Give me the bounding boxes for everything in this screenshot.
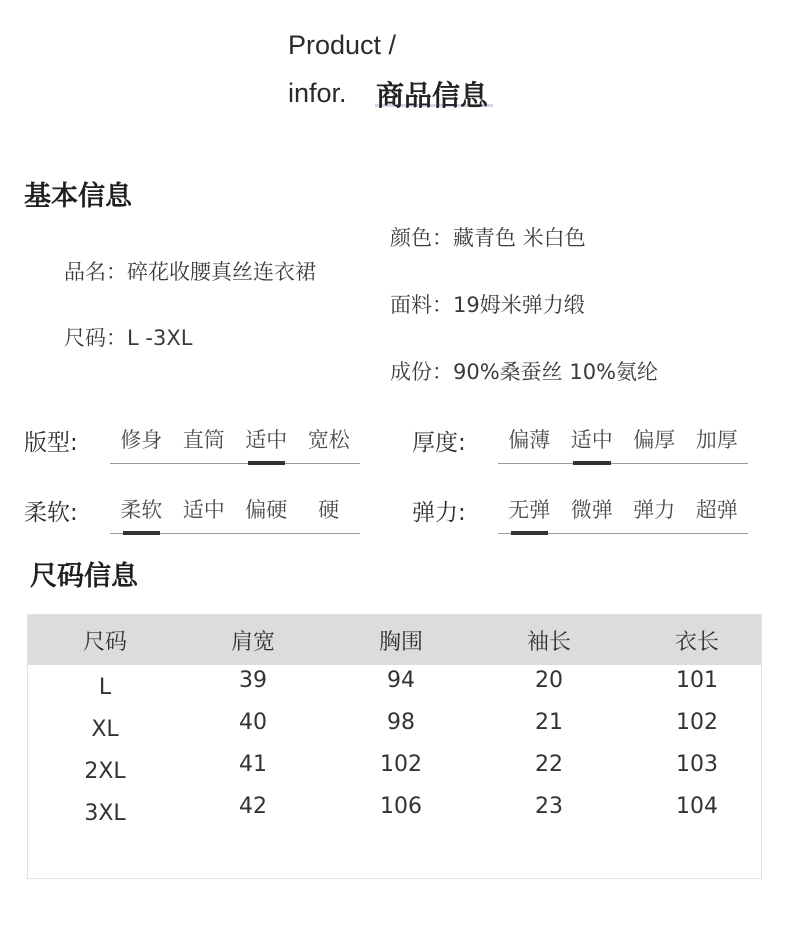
scale-selected-marker xyxy=(123,531,161,535)
attr-label-fit: 版型: xyxy=(24,430,78,456)
header-en-line1: Product / xyxy=(288,30,397,60)
header-en-line2: infor. xyxy=(288,78,347,108)
basic-info-title: 基本信息 xyxy=(24,181,132,212)
size-range-info: 尺码：L -3XL xyxy=(64,326,193,350)
scale-option: 适中 xyxy=(245,428,288,452)
scale-selected-marker xyxy=(248,461,286,465)
scale-option: 无弹 xyxy=(508,498,551,522)
scale-option: 偏厚 xyxy=(633,428,676,452)
table-cell: L xyxy=(98,675,112,700)
scale-option: 弹力 xyxy=(633,498,676,522)
scale-option: 适中 xyxy=(182,498,225,522)
fit-scale xyxy=(110,424,360,464)
table-cell: 104 xyxy=(676,794,718,819)
table-cell: 106 xyxy=(380,794,422,819)
table-cell: 41 xyxy=(239,752,267,777)
table-cell: 20 xyxy=(535,668,563,693)
scale-option: 宽松 xyxy=(307,428,350,452)
scale-option: 超弹 xyxy=(695,498,738,522)
scale-option: 修身 xyxy=(120,428,163,452)
table-cell: 22 xyxy=(535,752,563,777)
header-cn-title: 商品信息 xyxy=(376,79,489,112)
table-cell: 103 xyxy=(676,752,718,777)
scale-option: 直筒 xyxy=(182,428,225,452)
scale-option: 偏薄 xyxy=(508,428,551,452)
scale-selected-marker xyxy=(573,461,611,465)
table-header-cell: 胸围 xyxy=(378,630,423,655)
table-cell: 102 xyxy=(676,710,718,735)
attr-label-elasticity: 弹力: xyxy=(412,500,466,526)
table-header-cell: 衣长 xyxy=(674,630,719,655)
table-cell: XL xyxy=(91,717,119,742)
scale-line xyxy=(110,463,360,464)
table-cell: 101 xyxy=(676,668,718,693)
table-header-cell: 袖长 xyxy=(526,630,571,655)
table-cell: 42 xyxy=(239,794,267,819)
scale-option: 硬 xyxy=(318,498,340,522)
scale-option: 微弹 xyxy=(570,498,613,522)
table-cell: 40 xyxy=(239,710,267,735)
scale-selected-marker xyxy=(511,531,549,535)
table-cell: 2XL xyxy=(84,759,126,784)
composition-info: 成份：90%桑蚕丝 10%氨纶 xyxy=(390,360,659,384)
table-cell: 3XL xyxy=(84,801,126,826)
scale-option: 柔软 xyxy=(120,498,163,522)
elasticity-scale xyxy=(498,494,748,534)
softness-scale xyxy=(110,494,360,534)
scale-option: 加厚 xyxy=(695,428,738,452)
attr-label-softness: 柔软: xyxy=(24,500,78,526)
size-info-title: 尺码信息 xyxy=(30,561,138,592)
product-name-info: 品名：碎花收腰真丝连衣裙 xyxy=(64,260,316,284)
table-cell: 21 xyxy=(535,710,563,735)
size-table xyxy=(27,614,762,879)
fabric-info: 面料：19姆米弹力缎 xyxy=(390,293,585,317)
scale-line xyxy=(498,463,748,464)
thickness-scale xyxy=(498,424,748,464)
table-cell: 23 xyxy=(535,794,563,819)
table-header-cell: 尺码 xyxy=(82,630,127,655)
scale-option: 偏硬 xyxy=(245,498,288,522)
table-cell: 39 xyxy=(239,668,267,693)
attr-label-thickness: 厚度: xyxy=(412,430,466,456)
table-cell: 102 xyxy=(380,752,422,777)
scale-option: 适中 xyxy=(570,428,613,452)
table-header-cell: 肩宽 xyxy=(230,630,275,655)
color-info: 颜色：藏青色 米白色 xyxy=(390,226,586,250)
table-cell: 98 xyxy=(387,710,415,735)
table-cell: 94 xyxy=(387,668,415,693)
